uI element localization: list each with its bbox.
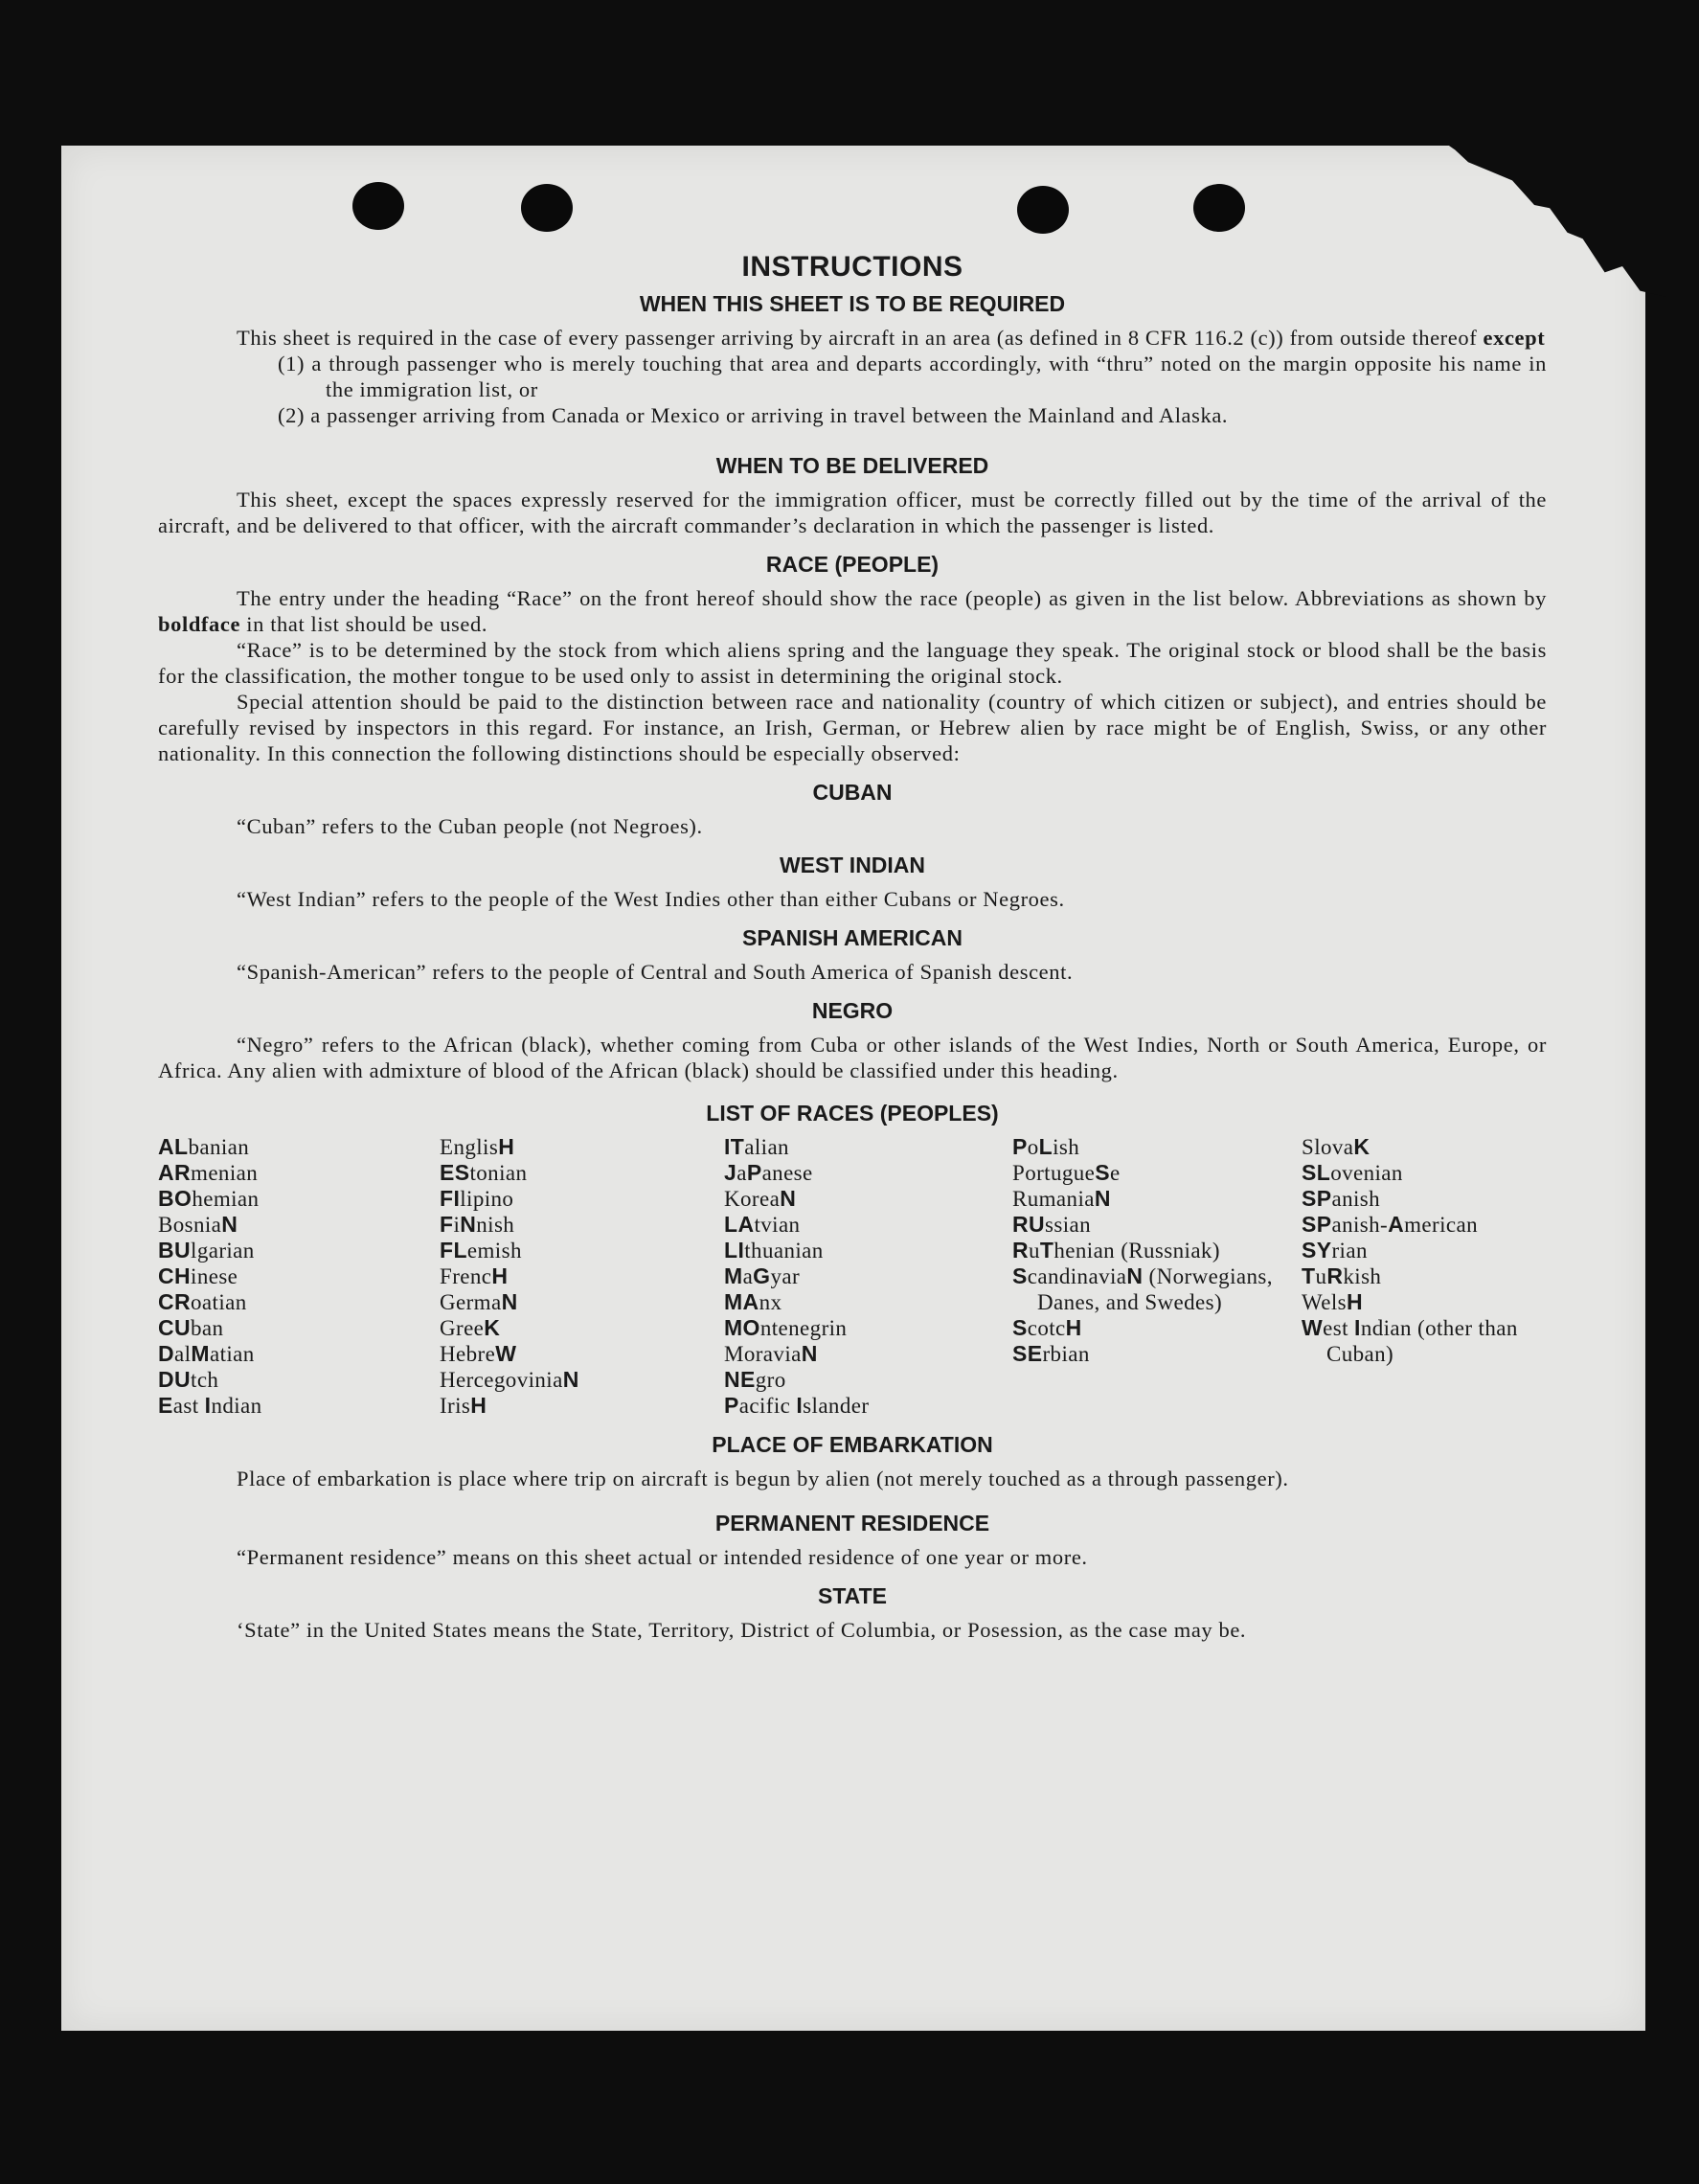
- heading-when-delivered: WHEN TO BE DELIVERED: [715, 453, 989, 478]
- paragraph-spanish-american: “Spanish-American” refers to the people of Central and South America of Spanish descent.: [237, 960, 1074, 984]
- race-entry: WelsH: [1302, 1289, 1364, 1314]
- punch-hole-3: [1017, 186, 1069, 234]
- page-title: INSTRUCTIONS: [741, 251, 963, 283]
- race-entry: EStonian: [440, 1160, 528, 1185]
- race-entry: KoreaN: [724, 1186, 797, 1211]
- race-list: [158, 1134, 1547, 1419]
- race-entry: SPanish: [1302, 1186, 1381, 1211]
- race-entry: SErbian: [1012, 1341, 1090, 1366]
- heading-negro: NEGRO: [811, 998, 894, 1023]
- race-entry: East Indian: [158, 1393, 262, 1418]
- race-entry: ITalian: [724, 1134, 789, 1159]
- heading-cuban: CUBAN: [812, 780, 893, 805]
- race-entry: RUssian: [1012, 1212, 1092, 1237]
- race-column: [440, 1134, 724, 1419]
- paragraph-when-required: This sheet is required in the case of every passenger arriving by aircraft in an area (as defined in 8 CFR 116.2 (c)) from outside thereof except: [237, 326, 1546, 350]
- race-entry: ALbanian: [158, 1134, 250, 1159]
- paragraph-race-1: The entry under the heading “Race” on the front hereof should show the race (people) as given in the list below. Abbreviations as shown by boldface in that list should be used.: [158, 586, 1547, 636]
- heading-when-required: WHEN THIS SHEET IS TO BE REQUIRED: [639, 291, 1066, 316]
- heading-spanish-american: SPANISH AMERICAN: [741, 925, 963, 950]
- exception-item: (2) a passenger arriving from Canada or Mexico or arriving in travel between the Mainland and Alaska.: [278, 403, 1229, 427]
- race-entry: SYrian: [1302, 1238, 1368, 1263]
- race-entry: GermaN: [440, 1289, 518, 1314]
- race-entry: LAtvian: [724, 1212, 801, 1237]
- race-entry: FIlipino: [440, 1186, 514, 1211]
- paragraph-race-2: “Race” is to be determined by the stock from which aliens spring and the language they speak. The original stock or blood shall be the basis for the classification, the mother tongue to be used only to assist in determining the original stock.: [158, 638, 1547, 688]
- paragraph-state: ‘State” in the United States means the State, Territory, District of Columbia, or Posession, as the case may be.: [237, 1618, 1247, 1642]
- punch-hole-1: [352, 182, 404, 230]
- race-entry: FLemish: [440, 1238, 522, 1263]
- punch-hole-4: [1193, 184, 1245, 232]
- race-entry: JaPanese: [724, 1160, 813, 1185]
- race-entry: RumaniaN: [1012, 1186, 1111, 1211]
- race-entry: HercegoviniaN: [440, 1367, 579, 1392]
- race-entry: CRoatian: [158, 1289, 247, 1314]
- race-column: [158, 1134, 440, 1419]
- race-entry: SLovenian: [1302, 1160, 1403, 1185]
- heading-list-of-races: LIST OF RACES (PEOPLES): [706, 1101, 999, 1126]
- race-entry: ARmenian: [158, 1160, 259, 1185]
- race-entry: TuRkish: [1302, 1263, 1382, 1288]
- exception-list: [158, 351, 1547, 428]
- race-column: [1012, 1134, 1302, 1419]
- race-entry: CHinese: [158, 1263, 238, 1288]
- race-entry: ScandinaviaN (Norwegians, Danes, and Swedes): [1012, 1263, 1273, 1314]
- punch-hole-2: [521, 184, 573, 232]
- race-entry: MAnx: [724, 1289, 782, 1314]
- race-entry: FrencH: [440, 1263, 509, 1288]
- race-column: [1302, 1134, 1547, 1419]
- race-entry: CUban: [158, 1315, 224, 1340]
- heading-embarkation: PLACE OF EMBARKATION: [712, 1432, 993, 1457]
- race-entry: LIthuanian: [724, 1238, 824, 1263]
- race-entry: HebreW: [440, 1341, 517, 1366]
- race-entry: MoraviaN: [724, 1341, 818, 1366]
- race-entry: GreeK: [440, 1315, 501, 1340]
- race-entry: PortugueSe: [1012, 1160, 1121, 1185]
- race-entry: BUlgarian: [158, 1238, 255, 1263]
- race-column: [724, 1134, 1012, 1419]
- heading-race: RACE (PEOPLE): [765, 552, 940, 577]
- race-entry: BosniaN: [158, 1212, 238, 1237]
- race-entry: West Indian (other than Cuban): [1302, 1315, 1518, 1366]
- paragraph-when-delivered: This sheet, except the spaces expressly reserved for the immigration officer, must be correctly filled out by the time of the arrival of the aircraft, and be delivered to that officer, with the aircraft commander’s declaration in which the passenger is listed.: [158, 488, 1547, 537]
- race-entry: IrisH: [440, 1393, 487, 1418]
- exception-item: (1) a through passenger who is merely touching that area and departs accordingly, with “thru” noted on the margin opposite his name in the immigration list, or: [278, 352, 1547, 401]
- instructions-content: [158, 251, 1547, 1643]
- race-entry: Pacific Islander: [724, 1393, 870, 1418]
- race-entry: EnglisH: [440, 1134, 515, 1159]
- race-entry: BOhemian: [158, 1186, 260, 1211]
- heading-west-indian: WEST INDIAN: [779, 853, 926, 877]
- race-entry: DalMatian: [158, 1341, 255, 1366]
- race-entry: DUtch: [158, 1367, 219, 1392]
- paragraph-cuban: “Cuban” refers to the Cuban people (not Negroes).: [237, 814, 703, 838]
- race-entry: ScotcH: [1012, 1315, 1082, 1340]
- race-entry: FiNnish: [440, 1212, 515, 1237]
- paragraph-west-indian: “West Indian” refers to the people of the West Indies other than either Cubans or Negroes.: [237, 887, 1065, 911]
- race-entry: NEgro: [724, 1367, 786, 1392]
- race-entry: PoLish: [1012, 1134, 1080, 1159]
- race-entry: MaGyar: [724, 1263, 801, 1288]
- heading-permanent-residence: PERMANENT RESIDENCE: [714, 1511, 990, 1536]
- race-entry: SPanish-American: [1302, 1212, 1478, 1237]
- paragraph-negro: “Negro” refers to the African (black), whether coming from Cuba or other islands of the West Indies, North or South America, Europe, or Africa. Any alien with admixture of blood of the African (black) should be classified under this heading.: [158, 1033, 1547, 1082]
- heading-state: STATE: [818, 1583, 887, 1608]
- race-entry: SlovaK: [1302, 1134, 1371, 1159]
- race-entry: MOntenegrin: [724, 1315, 848, 1340]
- paragraph-permanent-residence: “Permanent residence” means on this sheet actual or intended residence of one year or more.: [237, 1545, 1088, 1569]
- race-entry: RuThenian (Russniak): [1012, 1238, 1220, 1263]
- paragraph-embarkation: Place of embarkation is place where trip on aircraft is begun by alien (not merely touched as a through passenger).: [237, 1467, 1289, 1490]
- paragraph-race-3: Special attention should be paid to the distinction between race and nationality (country of which citizen or subject), and entries should be carefully revised by inspectors in this regard. For instance, an Irish, German, or Hebrew alien by race might be of English, Swiss, or any other nationality. In this connection the following distinctions should be especially observed:: [158, 690, 1547, 765]
